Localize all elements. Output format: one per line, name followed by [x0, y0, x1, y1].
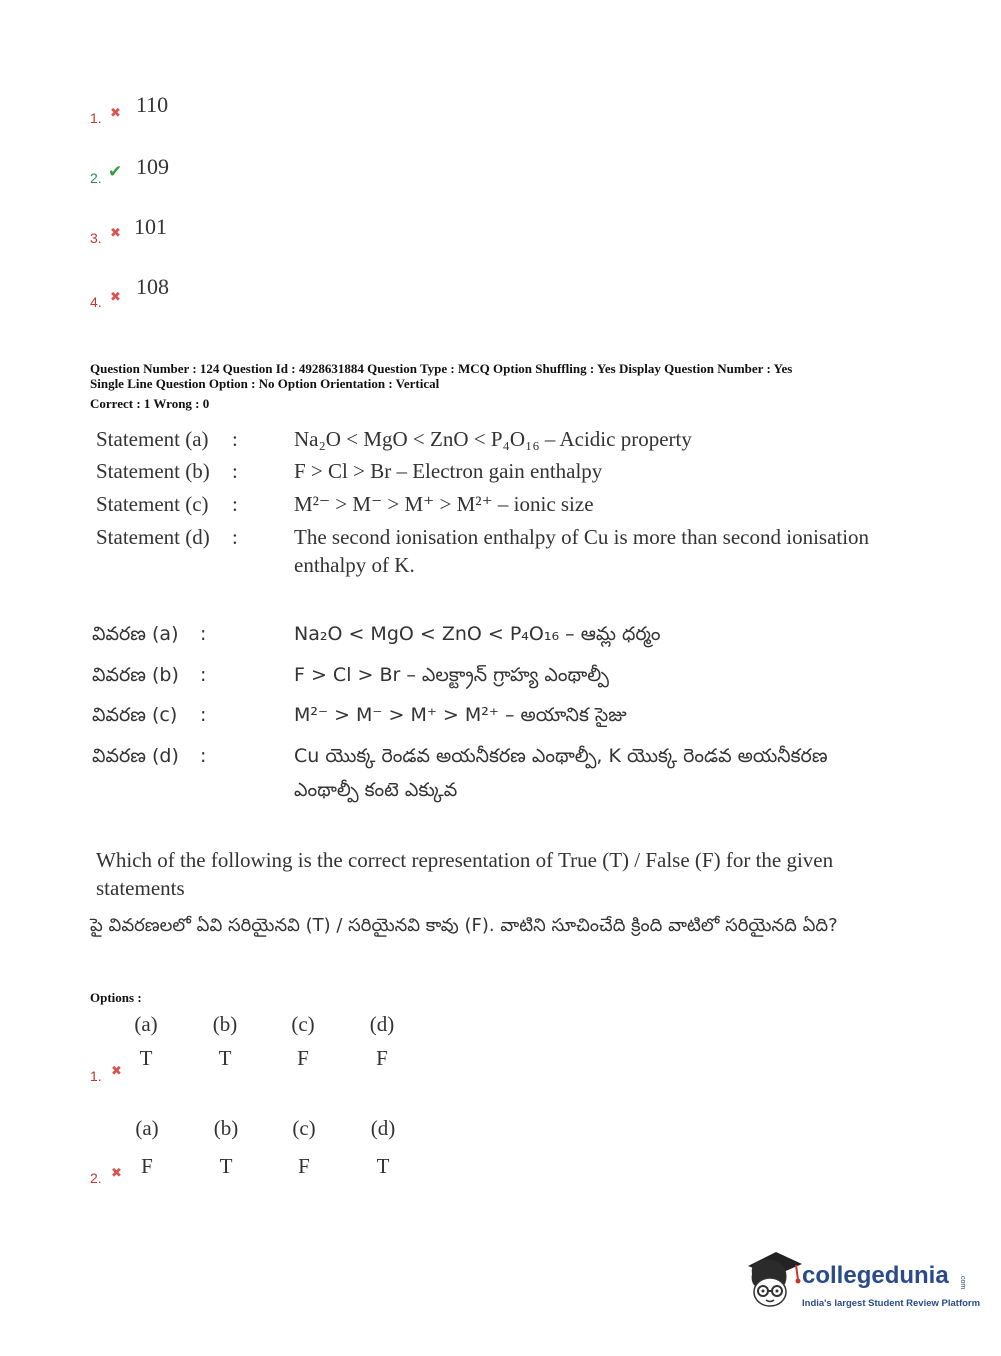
statement-text: Na₂O < MgO < ZnO < P₄O₁₆ – ఆమ్ల ధర్మం — [294, 623, 661, 645]
statement-text: F > Cl > Br – ఎలక్ట్రాన్ గ్రాహ్య ఎంథాల్పీ — [294, 664, 609, 686]
option-header: (d) — [370, 1116, 396, 1140]
statement-text: F > Cl > Br – Electron gain enthalpy — [294, 459, 603, 483]
statement-text: M²⁻ > M⁻ > M⁺ > M²⁺ – అయానిక సైజు — [294, 704, 627, 726]
option-value: 109 — [136, 154, 169, 179]
question-text-english: Which of the following is the correct representation of True (T) / False (F) for the given statements — [96, 848, 834, 900]
statement-colon: : — [200, 664, 207, 686]
statement-text: The second ionisation enthalpy of Cu is more than second ionisation enthalpy of K. — [294, 525, 870, 577]
option-number: 1. — [90, 110, 102, 126]
option-cell: T — [219, 1154, 233, 1178]
options-label: Options : — [90, 990, 142, 1005]
option-cell: T — [139, 1046, 153, 1070]
option-number: 3. — [90, 230, 102, 246]
question-meta — [90, 361, 970, 411]
statement-label: Statement (b) — [96, 459, 210, 483]
logo-domain: .com — [959, 1274, 966, 1290]
statement-colon: : — [232, 427, 238, 451]
option-value: 110 — [136, 92, 169, 117]
statement-label: Statement (a) — [96, 427, 209, 451]
statement-label: వివరణ (a) — [92, 623, 179, 645]
meta-line-2: Single Line Question Option : No Option Orientation : Vertical — [90, 376, 440, 391]
option-header: (d) — [369, 1012, 395, 1036]
option-1[interactable] — [90, 1010, 430, 1090]
option-number: 4. — [90, 294, 102, 310]
option-header: (b) — [212, 1012, 238, 1036]
wrong-icon: ✖ — [110, 226, 121, 241]
wrong-icon: ✖ — [110, 106, 121, 121]
option-header: (b) — [213, 1116, 239, 1140]
wrong-icon: ✖ — [111, 1064, 122, 1079]
statement-colon: : — [232, 525, 238, 549]
option-number: 1. — [90, 1068, 102, 1084]
statement-text: Na₂O < MgO < ZnO < P₄O₁₆ – Acidic property — [294, 427, 692, 451]
statement-label: వివరణ (b) — [92, 664, 179, 686]
option-header: (a) — [134, 1012, 158, 1036]
meta-line-3: Correct : 1 Wrong : 0 — [90, 396, 210, 411]
option-cell: F — [141, 1154, 153, 1178]
option-number: 2. — [90, 170, 102, 186]
option-cell: F — [298, 1154, 310, 1178]
statement-text: M²⁻ > M⁻ > M⁺ > M²⁺ – ionic size — [294, 492, 594, 516]
wrong-icon: ✖ — [110, 290, 121, 305]
meta-line-1: Question Number : 124 Question Id : 4928631884 Question Type : MCQ Option Shuffling : Yes Display Question Number : Yes — [90, 361, 793, 376]
mascot-icon — [742, 1248, 804, 1312]
statement-colon: : — [200, 745, 207, 767]
statement-colon: : — [232, 492, 238, 516]
logo-tagline: India's largest Student Review Platform — [802, 1298, 981, 1309]
check-icon: ✔ — [108, 162, 123, 182]
question-text-telugu: పై వివరణలలో ఏవి సరియైనవి (T) / సరియైనవి కావు (F). వాటిని సూచించేది క్రింది వాటిలో సరియైనది ఏది? — [90, 915, 838, 936]
option-cell: F — [376, 1046, 388, 1070]
option-number: 2. — [90, 1170, 102, 1186]
statement-colon: : — [232, 459, 238, 483]
option-2[interactable] — [90, 1114, 430, 1194]
collegedunia-logo[interactable] — [742, 1248, 981, 1320]
option-cell: F — [297, 1046, 309, 1070]
statement-label: Statement (c) — [96, 492, 209, 516]
statement-label: వివరణ (d) — [92, 745, 179, 767]
statement-text: Cu యొక్క రెండవ అయనీకరణ ఎంథాల్పీ, K యొక్క రెండవ అయనీకరణ ఎంథాల్పీ కంటె ఎక్కువ — [294, 745, 828, 801]
option-header: (a) — [135, 1116, 159, 1140]
option-value: 108 — [136, 274, 169, 299]
wrong-icon: ✖ — [111, 1166, 122, 1181]
option-header: (c) — [292, 1116, 316, 1140]
option-value: 101 — [134, 214, 167, 239]
option-header: (c) — [291, 1012, 315, 1036]
statement-colon: : — [200, 704, 207, 726]
statement-label: Statement (d) — [96, 525, 210, 549]
option-cell: T — [376, 1154, 390, 1178]
statement-colon: : — [200, 623, 207, 645]
statement-label: వివరణ (c) — [92, 704, 178, 726]
logo-name: collegedunia — [802, 1262, 949, 1289]
option-cell: T — [218, 1046, 232, 1070]
